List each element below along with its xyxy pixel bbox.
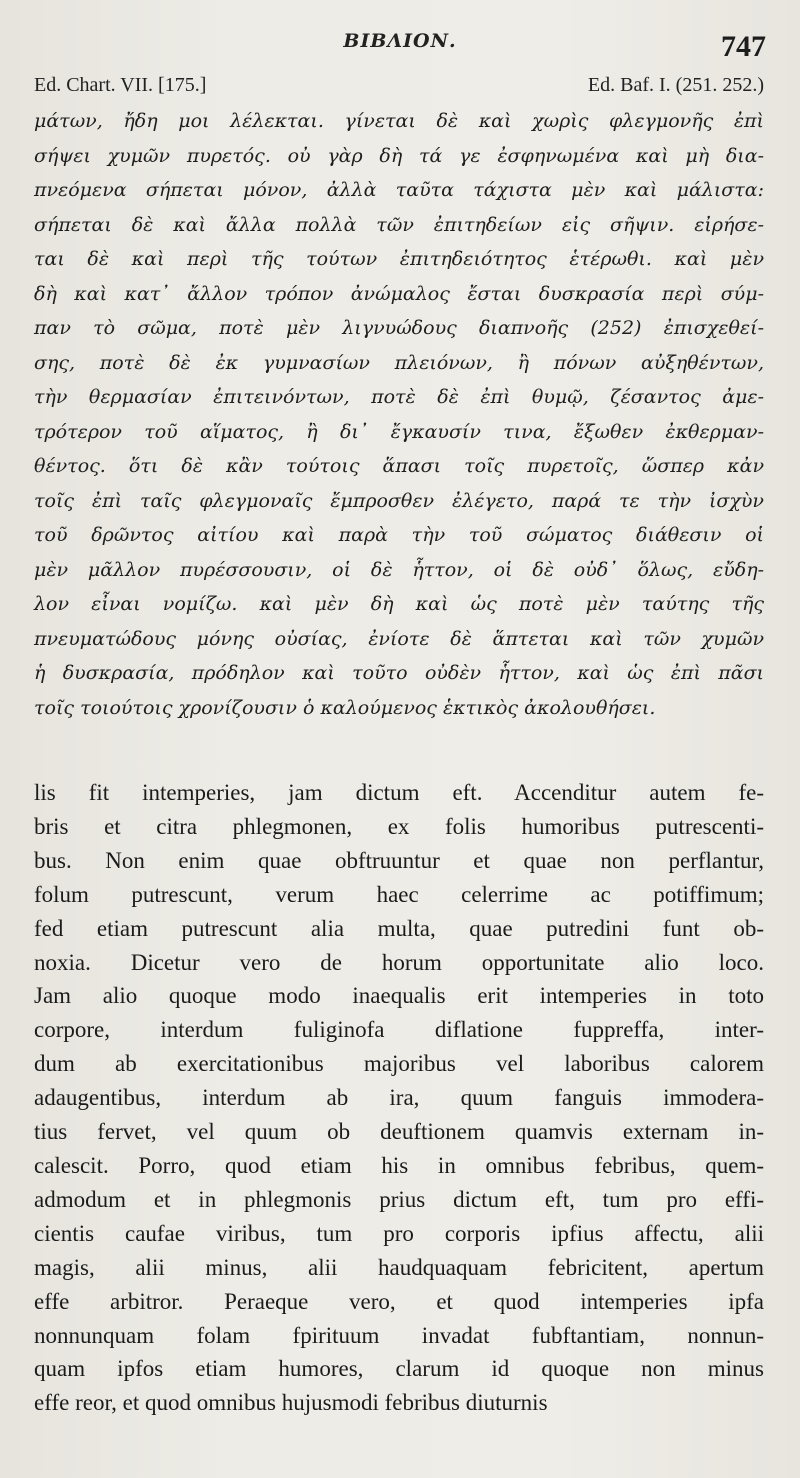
greek-text-line: πνεόμενα σήπεται μόνον, ἀλλὰ ταῦτα τάχιστα μὲν καὶ μάλιστα: — [34, 179, 764, 201]
greek-text-line: τοῖς τοιούτοις χρονίζουσιν ὁ καλούμενος ἑκτικὸς ἀκολουθήσει. — [34, 696, 656, 719]
latin-text-line: cientis caufae viribus, tum pro corporis ipfius affectu, alii — [34, 1220, 764, 1246]
latin-text-line: bris et citra phlegmonen, ex folis humoribus putrescenti- — [34, 813, 764, 839]
edition-basel-ref: Ed. Baf. I. (251. 252.) — [587, 74, 764, 96]
running-head: BIBΛΙΟΝ. — [343, 30, 457, 52]
greek-text-block — [34, 104, 764, 725]
latin-text-line: calescit. Porro, quod etiam his in omnibus febribus, quem- — [34, 1152, 764, 1178]
greek-text-line: ται δὲ καὶ περὶ τῆς τούτων ἐπιτηδειότητος ἑτέρωθι. καὶ μὲν — [34, 248, 764, 270]
greek-text-line: πνευματώδους μόνης οὐσίας, ἐνίοτε δὲ ἅπτεται καὶ τῶν χυμῶν — [34, 627, 764, 650]
latin-text-line: lis fit intemperies, jam dictum eft. Accenditur autem fe- — [34, 780, 764, 805]
latin-text-line: fed etiam putrescunt alia multa, quae putredini funt ob- — [34, 915, 764, 941]
latin-text-line: adaugentibus, interdum ab ira, quum fanguis immodera- — [34, 1085, 764, 1111]
greek-text-line: δὴ καὶ κατ᾽ ἄλλον τρόπον ἀνώμαλος ἔσται δυσκρασία περὶ σύμ- — [34, 282, 764, 305]
latin-text-line: admodum et in phlegmonis prius dictum eft, tum pro effi- — [34, 1186, 764, 1212]
latin-text-line: effe arbitror. Peraeque vero, et quod intemperies ipfa — [34, 1288, 764, 1314]
latin-text-line: Jam alio quoque modo inaequalis erit intemperies in toto — [34, 983, 764, 1009]
greek-text-line: μάτων, ἤδη μοι λέλεκται. γίνεται δὲ καὶ χωρὶς φλεγμονῆς ἐπὶ — [34, 110, 764, 132]
greek-text-line: τρότερον τοῦ αἵματος, ἢ δι᾽ ἔγκαυσίν τινα, ἔξωθεν ἐκθερμαν- — [34, 420, 764, 443]
greek-text-line: τοῦ δρῶντος αἰτίου καὶ παρὰ τὴν τοῦ σώματος διάθεσιν οἱ — [34, 524, 764, 546]
latin-text-line: nonnunquam folam fpirituum invadat fubftantiam, nonnun- — [34, 1322, 764, 1348]
greek-text-line: τὴν θερμασίαν ἐπιτεινόντων, ποτὲ δὲ ἐπὶ θυμῷ, ζέσαντος ἀμε- — [34, 386, 764, 408]
greek-text-line: ἡ δυσκρασία, πρόδηλον καὶ τοῦτο οὐδὲν ἧττον, καὶ ὡς ἐπὶ πᾶσι — [34, 662, 764, 684]
latin-text-line: noxia. Dicetur vero de horum opportunitate alio loco. — [34, 949, 764, 975]
latin-text-line: magis, alii minus, alii haudquaquam febricitent, apertum — [34, 1254, 764, 1280]
greek-text-line: θέντος. ὅτι δὲ κἂν τούτοις ἅπασι τοῖς πυρετοῖς, ὥσπερ κἀν — [34, 455, 764, 477]
latin-text-block — [34, 776, 764, 1420]
greek-text-line: παν τὸ σῶμα, ποτὲ μὲν λιγνυώδους διαπνοῆς (252) ἐπισχεθεί- — [34, 317, 764, 339]
latin-text-line: dum ab exercitationibus majoribus vel laboribus calorem — [34, 1051, 764, 1077]
greek-text-line: σήψει χυμῶν πυρετός. οὐ γὰρ δὴ τά γε ἐσφηνωμένα καὶ μὴ δια- — [34, 144, 764, 167]
latin-text-line: effe reor, et quod omnibus hujusmodi febribus diuturnis — [34, 1390, 548, 1416]
greek-text-line: σήπεται δὲ καὶ ἄλλα πολλὰ τῶν ἐπιτηδείων εἰς σῆψιν. εἰρήσε- — [34, 213, 764, 236]
latin-text-line: corpore, interdum fuliginofa diflatione fuppreffa, inter- — [34, 1017, 764, 1043]
latin-text-line: quam ipfos etiam humores, clarum id quoque non minus — [34, 1356, 764, 1382]
edition-chart-ref: Ed. Chart. VII. [175.] — [34, 74, 207, 96]
latin-text-line: folum putrescunt, verum haec celerrime ac potiffimum; — [34, 881, 764, 907]
greek-text-line: μὲν μᾶλλον πυρέσσουσιν, οἱ δὲ ἧττον, οἱ δὲ οὐδ᾽ ὅλως, εὔδη- — [34, 558, 764, 581]
greek-text-line: λον εἶναι νομίζω. καὶ μὲν δὴ καὶ ὡς ποτὲ μὲν ταύτης τῆς — [34, 593, 764, 615]
greek-text-line: σης, ποτὲ δὲ ἐκ γυμνασίων πλειόνων, ἢ πόνων αὐξηθέντων, — [34, 351, 764, 374]
greek-text-line: τοῖς ἐπὶ ταῖς φλεγμοναῖς ἔμπροσθεν ἐλέγετο, παρά τε τὴν ἰσχὺν — [34, 489, 764, 512]
latin-text-line: bus. Non enim quae obftruuntur et quae non perflantur, — [34, 847, 764, 873]
latin-text-line: tius fervet, vel quum ob deuftionem quamvis externam in- — [34, 1119, 764, 1145]
page-number: 747 — [721, 30, 766, 63]
